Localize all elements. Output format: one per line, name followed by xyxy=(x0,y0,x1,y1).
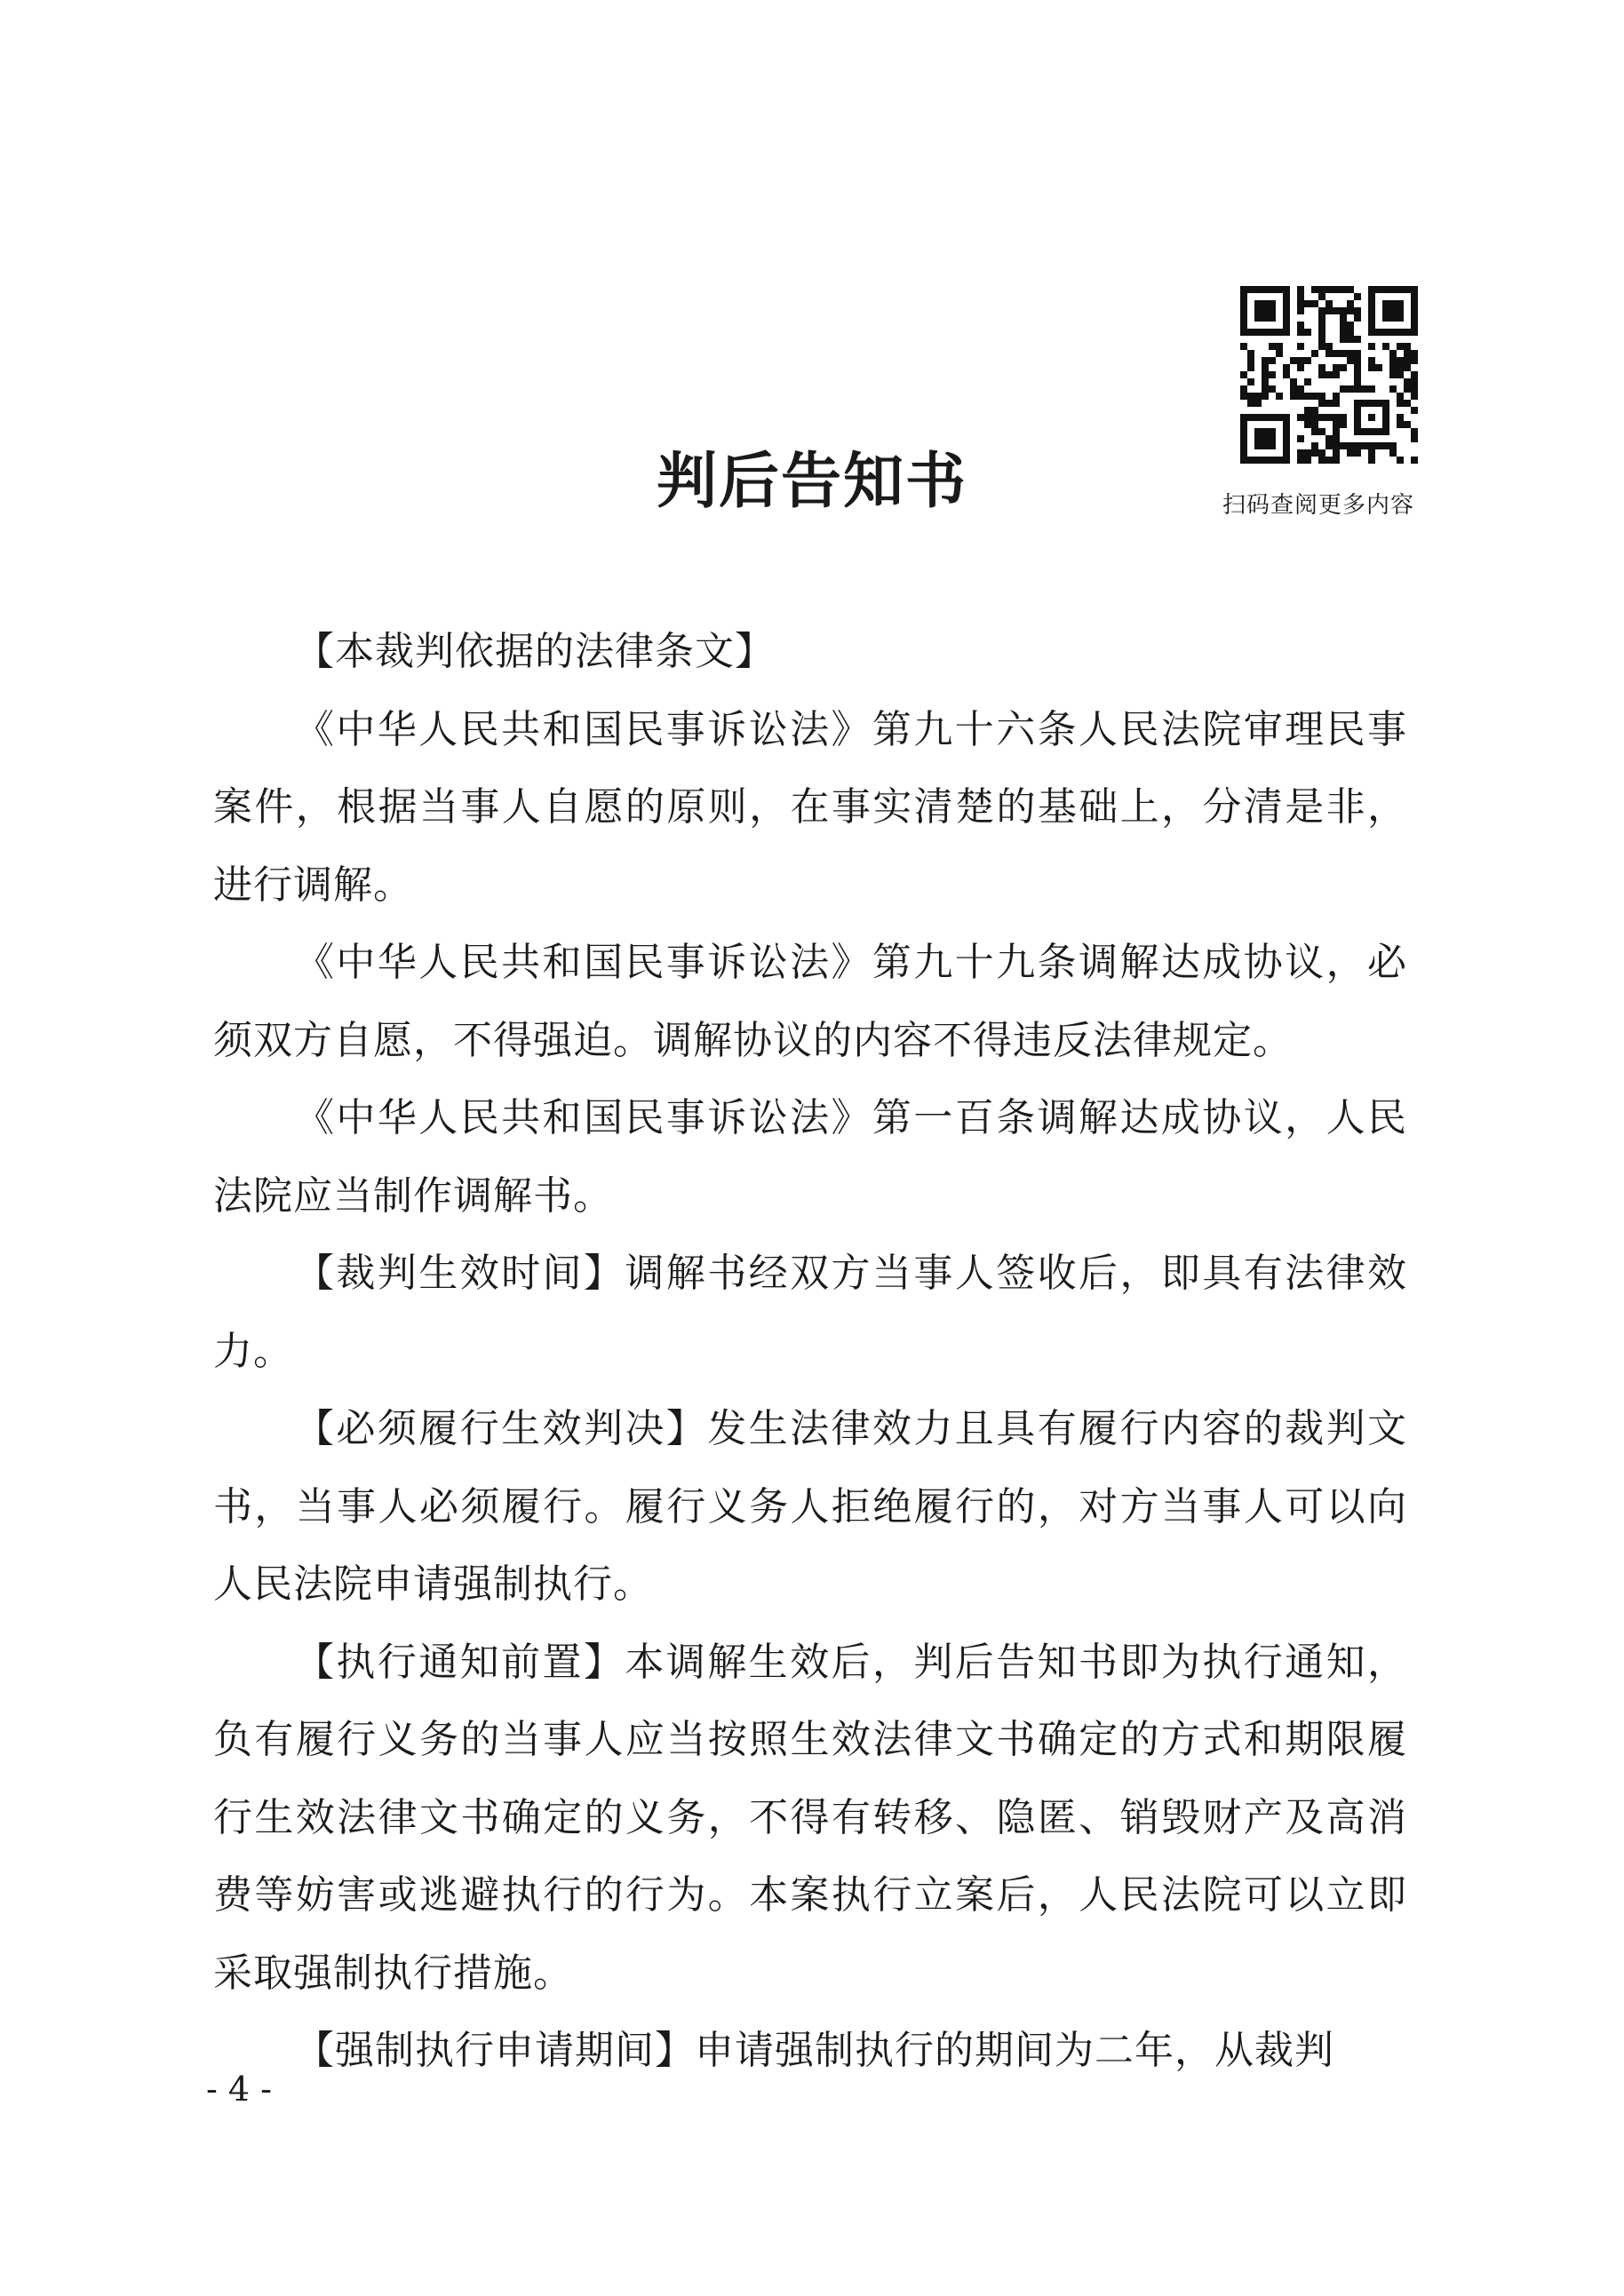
document-body xyxy=(213,613,1407,2090)
paragraph-effective-time: 【裁判生效时间】调解书经双方当事人签收后，即具有法律效力。 xyxy=(213,1251,1407,1374)
paragraph-application-period: 【强制执行申请期间】申请强制执行的期间为二年，从裁判 xyxy=(295,2028,1334,2073)
paragraph-article-96: 《中华人民共和国民事诉讼法》第九十六条人民法院审理民事案件，根据当事人自愿的原则，在事实清楚的基础上，分清是非，进行调解。 xyxy=(213,706,1407,908)
paragraph-legal-basis-heading: 【本裁判依据的法律条文】 xyxy=(295,629,775,674)
page-title: 判后告知书 xyxy=(656,447,967,517)
paragraph-article-100: 《中华人民共和国民事诉讼法》第一百条调解达成协议，人民法院应当制作调解书。 xyxy=(213,1095,1407,1219)
qr-caption: 扫码查阅更多内容 xyxy=(1222,492,1415,519)
paragraph-execution-notice: 【执行通知前置】本调解生效后，判后告知书即为执行通知，负有履行义务的当事人应当按照生效法律文书确定的方式和期限履行生效法律文书确定的义务，不得有转移、隐匿、销毁财产及高消费等妨害或逃避执行的行为。本案执行立案后，人民法院可以立即采取强制执行措施。 xyxy=(213,1639,1407,1996)
page-number: - 4 - xyxy=(206,2070,273,2109)
paragraph-must-perform: 【必须履行生效判决】发生法律效力且具有履行内容的裁判文书，当事人必须履行。履行义务人拒绝履行的，对方当事人可以向人民法院申请强制执行。 xyxy=(213,1406,1407,1607)
paragraph-article-99: 《中华人民共和国民事诉讼法》第九十九条调解达成协议，必须双方自愿，不得强迫。调解协议的内容不得违反法律规定。 xyxy=(213,940,1407,1063)
